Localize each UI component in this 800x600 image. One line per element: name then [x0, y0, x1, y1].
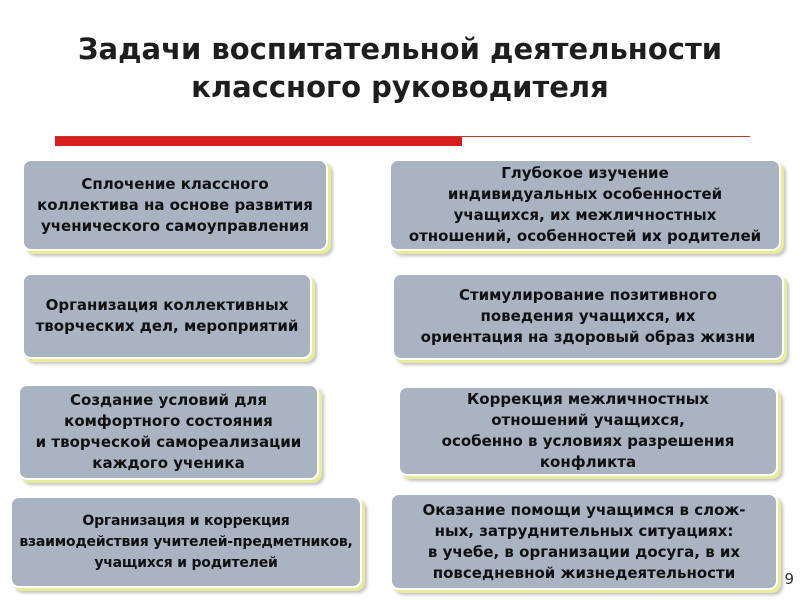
task-box-right-3 [398, 386, 778, 476]
task-box-left-3 [18, 384, 319, 480]
task-box-right-2 [392, 273, 784, 360]
task-text: Создание условий для комфортного состояния и творческой самореализации каждого ученика [35, 391, 302, 472]
task-text: Организация коллективных творческих дел, мероприятий [35, 296, 299, 335]
task-text: Оказание помощи учащимся в слож- ных, затруднительных ситуациях: в учебе, в организации досуга, в их повседневной жизнедеятельности [422, 500, 746, 582]
task-text: Организация и коррекция взаимодействия учителей-предметников, учащихся и родителей [19, 512, 353, 571]
task-box-left-4 [10, 496, 362, 588]
task-text: Глубокое изучение индивидуальных особенностей учащихся, их межличностных отношений, особенностей их родителей [408, 164, 762, 245]
task-box-left-2 [22, 273, 312, 359]
page-number: 9 [784, 570, 794, 588]
slide-title [0, 30, 800, 106]
slide-title-line-1: Задачи воспитательной деятельности [77, 32, 723, 66]
task-box-left-1 [22, 159, 328, 251]
task-text: Стимулирование позитивного поведения учащихся, их ориентация на здоровый образ жизни [420, 286, 756, 346]
divider-thick-line [55, 137, 462, 146]
task-text: Коррекция межличностных отношений учащихся, особенно в условиях разрешения конфликта [441, 390, 735, 471]
slide-title-line-2: классного руководителя [191, 70, 609, 104]
task-text: Сплочение классного коллектива на основе развития ученического самоуправления [37, 174, 313, 235]
task-box-right-1 [389, 159, 781, 251]
task-box-right-4 [390, 493, 778, 590]
